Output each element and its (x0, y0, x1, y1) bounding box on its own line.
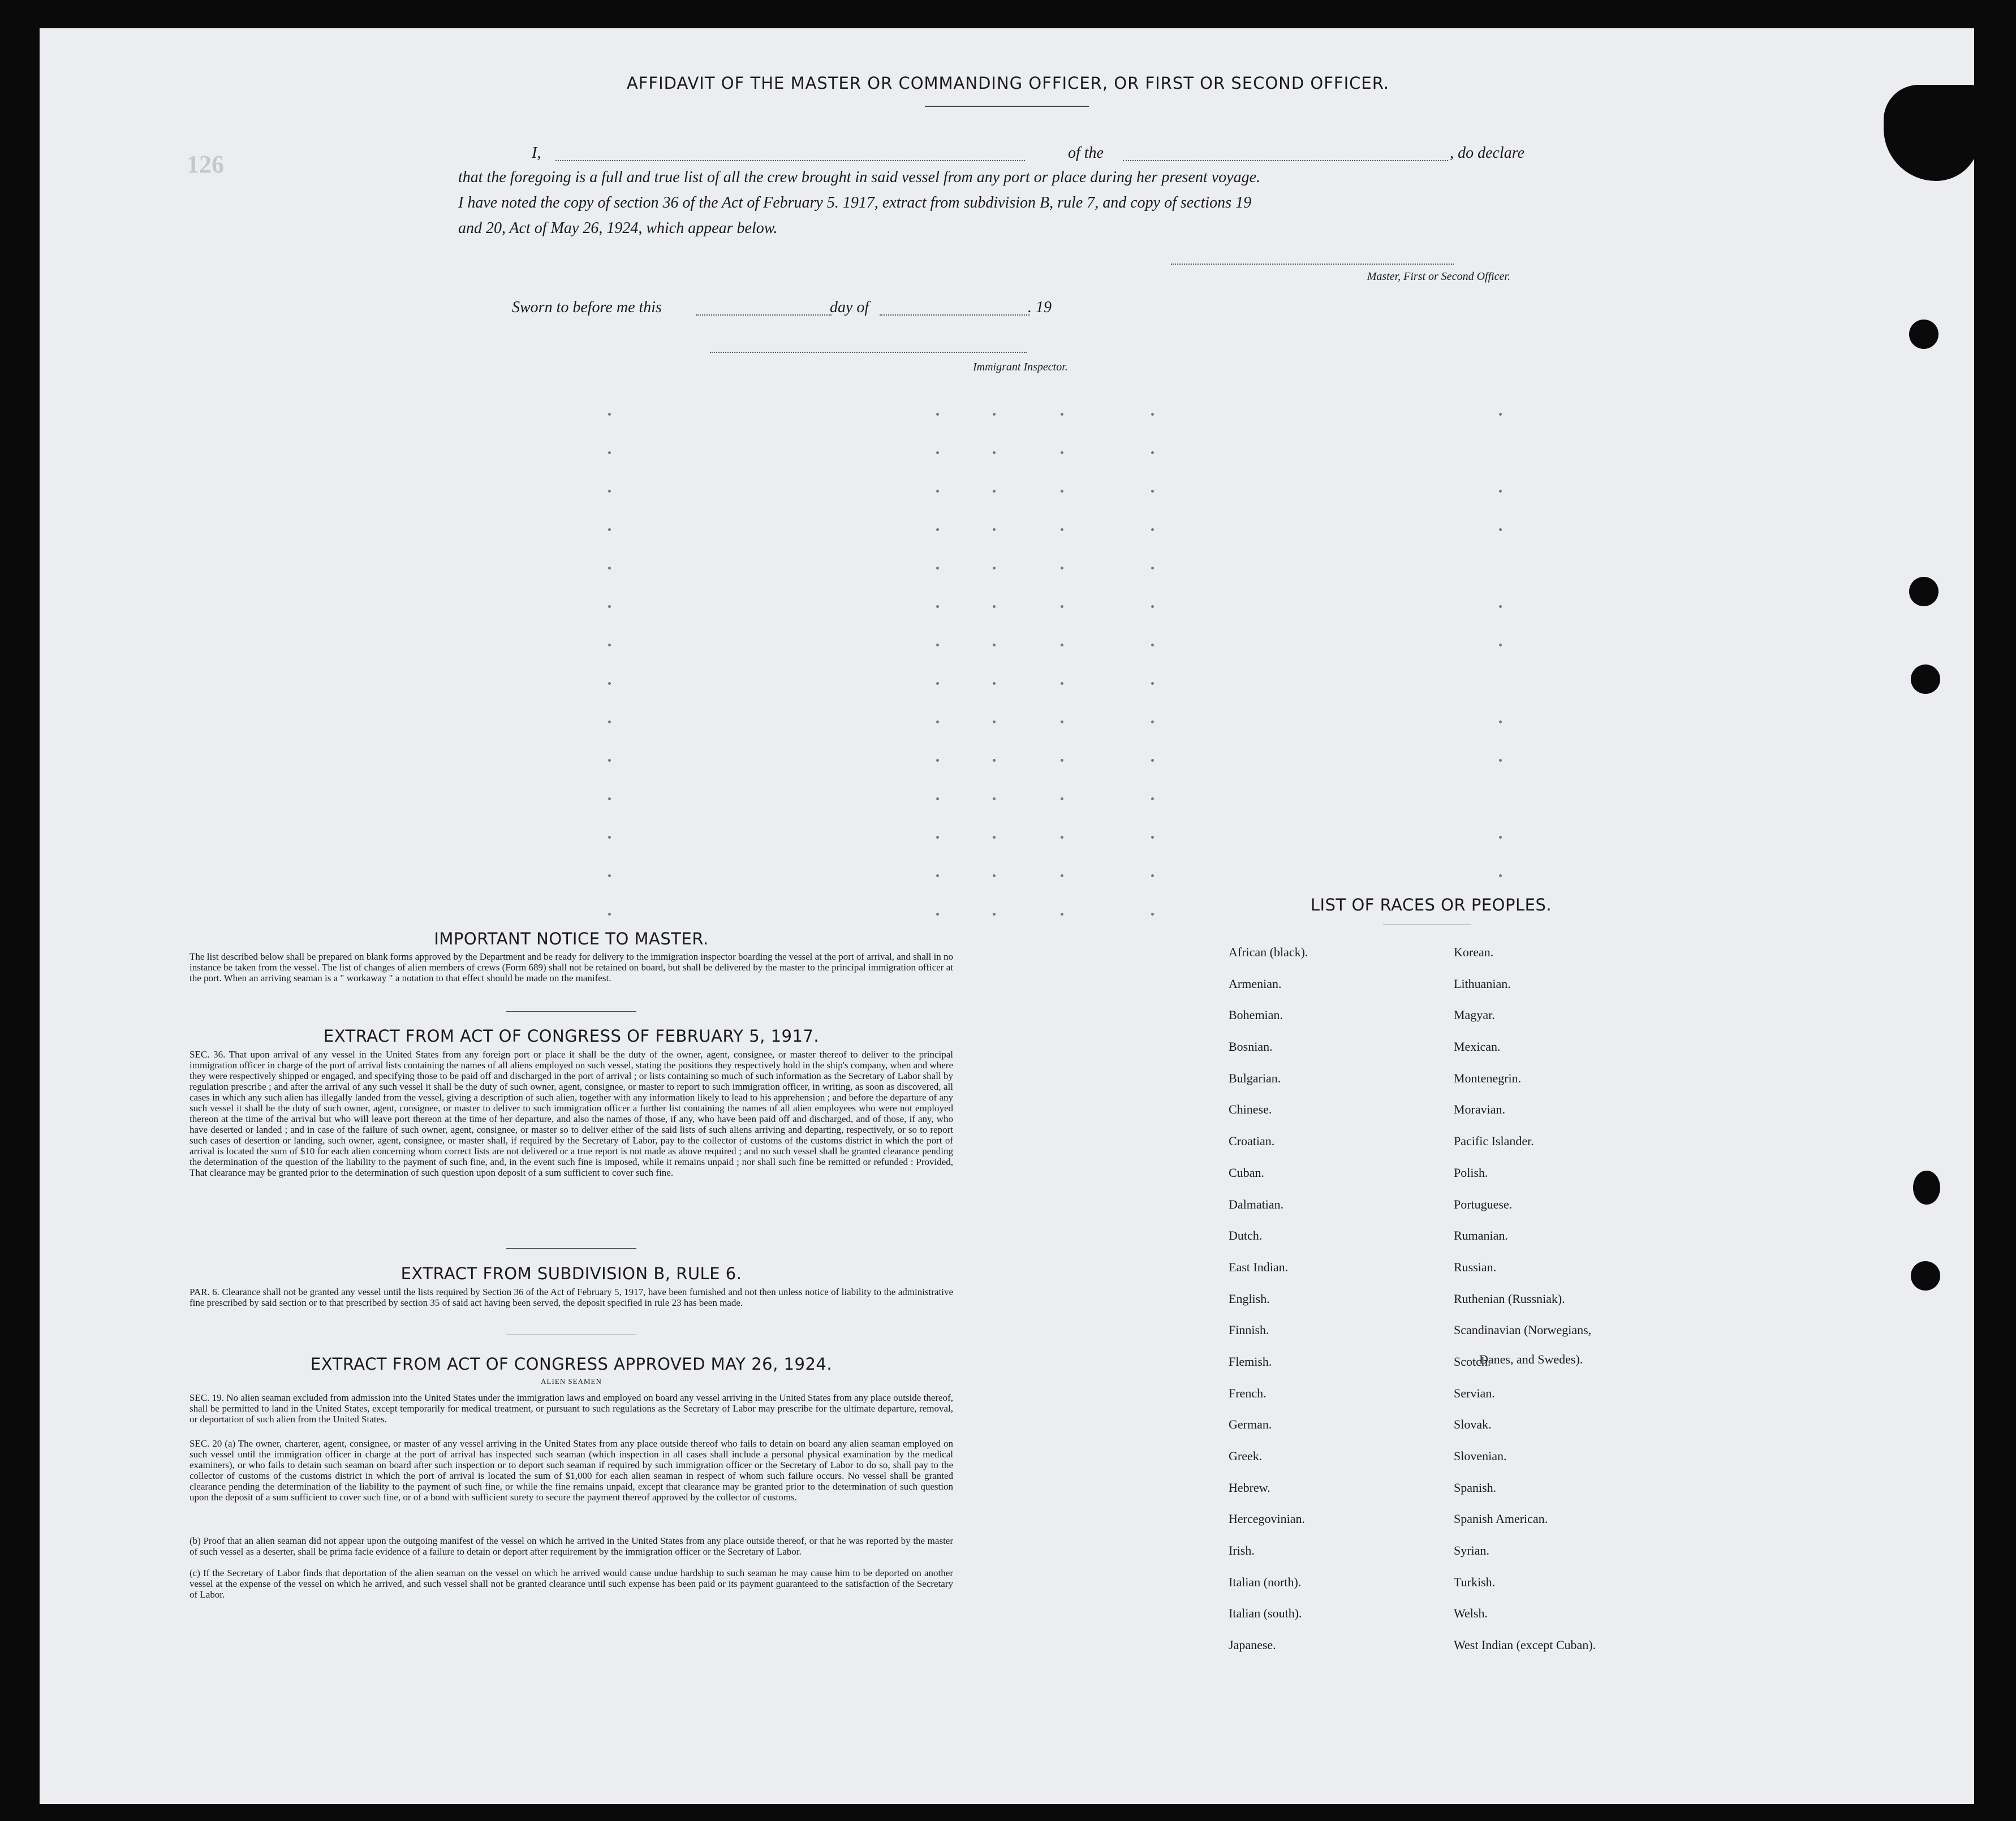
faint-dot (1061, 490, 1063, 493)
faint-dot (1151, 605, 1154, 608)
faint-dot (608, 567, 611, 569)
faint-dot (608, 644, 611, 646)
race-item: Japanese. (1229, 1638, 1276, 1652)
inspector-signature-field[interactable] (710, 352, 1027, 353)
binder-hole (1909, 320, 1939, 349)
faint-dot (1151, 451, 1154, 454)
faint-dot (1061, 913, 1063, 916)
faint-dot (936, 836, 939, 839)
sworn-day-field[interactable] (696, 314, 832, 316)
race-item: Syrian. (1454, 1543, 1489, 1558)
race-item: Montenegrin. (1454, 1071, 1522, 1085)
races-column-1 (1229, 944, 1438, 1669)
divider (506, 1011, 636, 1012)
subdivision-title: EXTRACT FROM SUBDIVISION B, RULE 6. (400, 1264, 742, 1283)
race-item: Mexican. (1454, 1039, 1501, 1054)
faint-dot (936, 913, 939, 916)
faint-dot (936, 490, 939, 493)
faint-dot (993, 720, 996, 723)
race-item: Servian. (1454, 1386, 1495, 1400)
faint-dot (1151, 644, 1154, 646)
faint-dot (1499, 720, 1502, 723)
faint-dot (936, 567, 939, 569)
race-item: Turkish. (1454, 1574, 1496, 1589)
affidavit-title: AFFIDAVIT OF THE MASTER OR COMMANDING OFFICER, OR FIRST OR SECOND OFFICER. (626, 74, 1390, 93)
binder-hole (1913, 1171, 1940, 1205)
faint-dot (936, 720, 939, 723)
race-item: Welsh. (1454, 1606, 1488, 1621)
vessel-name-field[interactable] (1123, 160, 1448, 161)
race-item: Spanish. (1454, 1480, 1497, 1495)
faint-dot (993, 836, 996, 839)
race-item: Ruthenian (Russniak). (1454, 1291, 1565, 1306)
faint-dot (608, 720, 611, 723)
faint-dot (993, 490, 996, 493)
extract-1917-title: EXTRACT FROM ACT OF CONGRESS OF FEBRUARY 5, 1917. (323, 1026, 820, 1046)
faint-dot (1151, 720, 1154, 723)
faint-dot (1151, 413, 1154, 416)
race-item: Flemish. (1229, 1354, 1272, 1369)
affidavit-line1 (532, 144, 1524, 165)
race-item: Bosnian. (1229, 1039, 1273, 1054)
faint-dot (1151, 490, 1154, 493)
faint-dot (1151, 797, 1154, 800)
race-item: English. (1229, 1291, 1270, 1306)
race-item: Bohemian. (1229, 1008, 1283, 1022)
race-item: Armenian. (1229, 976, 1282, 991)
faint-dot (1061, 682, 1063, 685)
inspector-label: Immigrant Inspector. (973, 361, 1068, 373)
sworn-month-field[interactable] (880, 314, 1029, 316)
notice-title: IMPORTANT NOTICE TO MASTER. (434, 929, 709, 948)
extract-1924-subtitle: ALIEN SEAMEN (541, 1377, 602, 1386)
race-item: Pacific Islander. (1454, 1134, 1534, 1149)
notice-text: The list described below shall be prepared on blank forms approved by the Department and be ready for delivery to the immigration inspector boarding the vessel at the port of arrival, and shall in no instance be taken from the vessel. The list of changes of alien members of crews (Form 689) shall not be retained on board, but shall be delivered by the master to the principal immigration officer at the port. When an arriving seaman is a " workaway " a notation to that effect should be made on the manifest. (189, 951, 953, 983)
faint-dot (1151, 759, 1154, 762)
officer-signature-field[interactable] (1171, 264, 1454, 265)
faint-dot (608, 682, 611, 685)
label-of-the: of the (1068, 144, 1104, 162)
affidavit-line3: I have noted the copy of section 36 of the Act of February 5. 1917, extract from subdivision B, rule 7, and copy of sections 19 (458, 194, 1252, 212)
faint-dot (1061, 567, 1063, 569)
race-item: East Indian. (1229, 1259, 1289, 1274)
affidavit-line4: and 20, Act of May 26, 1924, which appear below. (458, 219, 778, 237)
sworn-day-of: day of (830, 299, 869, 316)
faint-dot (936, 451, 939, 454)
race-item: Slovenian. (1454, 1449, 1507, 1463)
faint-dot (1061, 720, 1063, 723)
races-title: LIST OF RACES OR PEOPLES. (1310, 895, 1552, 914)
faint-dot (1151, 913, 1154, 916)
faint-dot (1061, 836, 1063, 839)
faint-dot (1061, 874, 1063, 877)
race-item: Russian. (1454, 1259, 1497, 1274)
extract-1917-text: SEC. 36. That upon arrival of any vessel in the United States from any foreign port or place it shall be the duty of the owner, agent, consignee, or master thereof to deliver to the principal immigration officer in charge of the port of arrival lists containing the names of all aliens employed on such vessel, stating the positions they respectively hold in the ship's company, when and where they were respectively shipped or engaged, and specifying those to be paid off and discharged in the port of arrival ; or lists containing so much of such information as the Secretary of Labor shall by regulation prescribe ; and after the arrival of any such vessel it shall be the duty of such owner, agent, consignee, or master to report to such immigration officer, in writing, as soon as discovered, all cases in which any such alien has illegally landed from the vessel, giving a description of such alien, together with any information likely to lead to his apprehension ; and before the departure of any such vessel it shall be the duty of such owner, agent, consignee, or master to deliver to such immigration officer a further list containing the names of all alien employees who were not employed thereon at the time of the arrival but who will leave port thereon at the time of her departure, and also the names of those, if any, who have been paid off and discharged, and of those, if any, who have deserted or landed ; and in case of the failure of such owner, agent, consignee, or master so to deliver either of the said lists of such aliens arriving and departing, respectively, or so to report such cases of desertion or landing, such owner, agent, consignee, or master shall, if required by the Secretary of Labor, pay to the collector of customs of the customs district in which the port of arrival is located the sum of $10 for each alien concerning whom correct lists are not delivered or a true report is not made as above required ; and no such vessel shall be granted clearance pending the determination of the question of the liability to the payment of such fine, and, in the event such fine is imposed, while it remains unpaid ; nor shall such fine be remitted or refunded : Provided, That clearance may be granted prior to the determination of such question upon deposit of a sum sufficient to cover such fine. (189, 1049, 953, 1178)
race-item: Lithuanian. (1454, 976, 1511, 991)
label-i: I, (532, 144, 541, 162)
faint-dot (1061, 605, 1063, 608)
faint-dot (993, 644, 996, 646)
faint-dot (1499, 836, 1502, 839)
faint-dot (936, 644, 939, 646)
race-item: Chinese. (1229, 1102, 1272, 1117)
race-item: Irish. (1229, 1543, 1255, 1558)
faint-dot (993, 797, 996, 800)
extract-1924-sec20a: SEC. 20 (a) The owner, charterer, agent, consignee, or master of any vessel arriving in the United States from any place outside thereof who fails to detain on board any alien seaman employed on such vessel until the immigration officer in charge at the port of arrival has inspected such seaman (which inspection in all cases shall include a personal physical examination by the medical examiners), or who fails to detain such seaman on board after such inspection or to deport such seaman if required by such immigration officer or the Secretary of Labor to do so, shall pay to the collector of customs of the customs district in which the port of arrival is located the sum of $1,000 for each alien seaman in respect of whom such failure occurs. No vessel shall be granted clearance pending the determination of the liability to the payment of such fine, or while the fine remains unpaid, except that clearance may be granted prior to the determination of such question upon the deposit of a sum sufficient to cover such fine, or of a bond with sufficient surety to secure the payment thereof approved by the collector of customs. (189, 1438, 953, 1503)
faint-dot (608, 413, 611, 416)
faint-dot (1151, 836, 1154, 839)
extract-1924-sec20b: (b) Proof that an alien seaman did not appear upon the outgoing manifest of the vessel on which he arrived in the United States from any place outside thereof, or that he was reported by the master of such vessel as a deserter, shall be prima facie evidence of a failure to detain or deport after requirement by the immigration officer or the Secretary of Labor. (189, 1535, 953, 1557)
race-item-continuation: Danes, and Swedes). (1479, 1352, 1583, 1367)
faint-dot (993, 874, 996, 877)
faint-dot (1499, 874, 1502, 877)
race-item: Dutch. (1229, 1228, 1263, 1243)
faint-dot (1499, 644, 1502, 646)
race-item: Rumanian. (1454, 1228, 1508, 1243)
faint-dot (608, 490, 611, 493)
race-item: Korean. (1454, 945, 1494, 959)
races-column-2 (1454, 944, 1680, 1669)
sworn-line (512, 299, 1134, 319)
race-item: Greek. (1229, 1449, 1263, 1463)
faint-dot (1499, 413, 1502, 416)
faint-dot (993, 759, 996, 762)
title-underline (925, 106, 1089, 107)
faint-dot (993, 413, 996, 416)
faint-dot (1499, 490, 1502, 493)
race-item: German. (1229, 1417, 1272, 1432)
binder-hole (1911, 664, 1940, 694)
faint-dot (1499, 759, 1502, 762)
faint-dot (993, 451, 996, 454)
subdivision-text: PAR. 6. Clearance shall not be granted any vessel until the lists required by Section 36 of the Act of February 5, 1917, have been furnished and not then unless notice of liability to the administrative fine prescribed by said section or to that prescribed by section 35 of said act having been served, the deposit specified in rule 23 has been made. (189, 1287, 953, 1308)
race-item: Italian (north). (1229, 1574, 1302, 1589)
race-item: French. (1229, 1386, 1267, 1400)
faint-dot (936, 874, 939, 877)
race-item: Slovak. (1454, 1417, 1492, 1432)
faint-dot (1061, 413, 1063, 416)
faint-dot (1151, 874, 1154, 877)
faint-dot (608, 874, 611, 877)
faint-dot (608, 451, 611, 454)
officer-label: Master, First or Second Officer. (1367, 270, 1510, 283)
race-item: Portuguese. (1454, 1197, 1513, 1211)
faint-dot (1061, 797, 1063, 800)
sworn-year: . 19 (1028, 299, 1052, 316)
faint-dot (936, 759, 939, 762)
race-item: Scandinavian (Norwegians, Danes, and Swedes). (1454, 1323, 1592, 1367)
faint-dot (608, 528, 611, 531)
binder-hole (1911, 1261, 1940, 1291)
faint-dot (993, 682, 996, 685)
faint-dot (993, 528, 996, 531)
race-item: Finnish. (1229, 1323, 1269, 1337)
faint-dot (608, 913, 611, 916)
extract-1924-title: EXTRACT FROM ACT OF CONGRESS APPROVED MAY 26, 1924. (310, 1354, 833, 1374)
margin-stamp: 126 (187, 150, 224, 178)
label-do-declare: , do declare (1450, 144, 1524, 162)
race-item: Polish. (1454, 1165, 1488, 1180)
race-item: Scotch. (1454, 1354, 1491, 1369)
faint-dot (1061, 759, 1063, 762)
race-item: Hercegovinian. (1229, 1512, 1305, 1526)
faint-dot (1151, 682, 1154, 685)
race-item: Hebrew. (1229, 1480, 1270, 1495)
race-item: Magyar. (1454, 1008, 1495, 1022)
faint-dot (1499, 605, 1502, 608)
faint-dot (608, 605, 611, 608)
race-item: Moravian. (1454, 1102, 1506, 1117)
race-item: African (black). (1229, 945, 1308, 959)
affidavit-line2: that the foregoing is a full and true list of all the crew brought in said vessel from any port or place during her present voyage. (458, 169, 1261, 186)
extract-1924-sec20c: (c) If the Secretary of Labor finds that deportation of the alien seaman on the vessel on which he arrived would cause undue hardship to such seaman he may cause him to be deported on another vessel at the expense of the vessel on which he arrived, and such vessel shall not be granted clearance until such expense has been paid or its payment guaranteed to the satisfaction of the Secretary of Labor. (189, 1568, 953, 1600)
faint-dot (608, 797, 611, 800)
faint-dot (608, 836, 611, 839)
faint-dot (1151, 528, 1154, 531)
faint-dot (936, 682, 939, 685)
race-item: Cuban. (1229, 1165, 1264, 1180)
faint-dot (1061, 528, 1063, 531)
race-item: Bulgarian. (1229, 1071, 1281, 1085)
faint-dot (993, 567, 996, 569)
faint-dot (1151, 567, 1154, 569)
faint-dot (608, 759, 611, 762)
faint-dot (993, 913, 996, 916)
binder-hole (1909, 577, 1939, 606)
extract-1924-sec19: SEC. 19. No alien seaman excluded from admission into the United States under the immigration laws and employed on board any vessel arriving in the United States from any place outside thereof, shall be permitted to land in the United States, except temporarily for medical treatment, or pursuant to such regulations as the Secretary of Labor may prescribe for the ultimate departure, removal, or deportation of such alien from the United States. (189, 1392, 953, 1425)
faint-dot (936, 797, 939, 800)
faint-dot (936, 605, 939, 608)
faint-dot (993, 605, 996, 608)
race-item: Dalmatian. (1229, 1197, 1284, 1211)
faint-dot (936, 413, 939, 416)
declarant-name-field[interactable] (555, 160, 1025, 161)
divider (506, 1248, 636, 1249)
race-item: Spanish American. (1454, 1512, 1548, 1526)
sworn-prefix: Sworn to before me this (512, 299, 662, 316)
faint-dot (1499, 528, 1502, 531)
faint-dot (1061, 644, 1063, 646)
race-item: Italian (south). (1229, 1606, 1302, 1621)
race-item: Croatian. (1229, 1134, 1275, 1149)
faint-dot (1061, 451, 1063, 454)
race-item: West Indian (except Cuban). (1454, 1638, 1596, 1652)
faint-dot (936, 528, 939, 531)
